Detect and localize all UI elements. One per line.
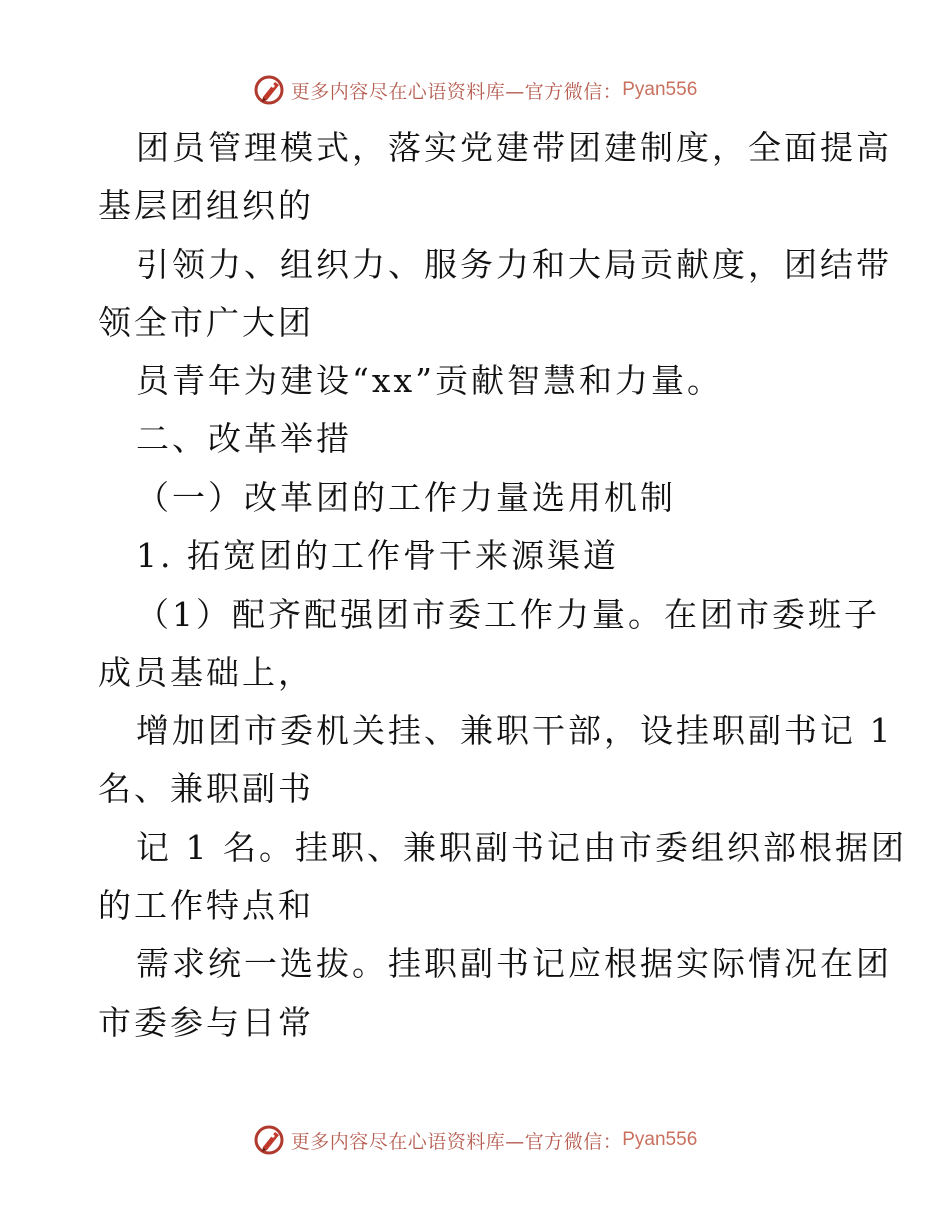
watermark-wechat-id: Pyan556 — [622, 79, 698, 100]
body-line: 团员管理模式，落实党建带团建制度，全面提高 — [136, 128, 892, 167]
item-heading: 1. 拓宽团的工作骨干来源渠道 — [136, 536, 619, 575]
body-line: 名、兼职副书 — [98, 769, 314, 808]
body-line: 引领力、组织力、服务力和大局贡献度，团结带 — [136, 245, 892, 284]
body-line: 的工作特点和 — [98, 886, 314, 925]
section-heading: 二、改革举措 — [136, 419, 352, 458]
footer-watermark — [0, 1120, 950, 1160]
body-line: 领全市广大团 — [98, 303, 314, 342]
body-line: 成员基础上， — [98, 653, 314, 692]
body-line: 基层团组织的 — [98, 186, 314, 225]
subsection-heading: （一）改革团的工作力量选用机制 — [136, 478, 676, 517]
body-line: 市委参与日常 — [98, 1003, 314, 1042]
watermark-text: 更多内容尽在心语资料库—官方微信： — [290, 1130, 623, 1153]
header-watermark — [0, 70, 950, 110]
body-line: 增加团市委机关挂、兼职干部，设挂职副书记 1 — [136, 711, 894, 750]
body-line: 员青年为建设“xx”贡献智慧和力量。 — [136, 361, 723, 400]
pen-nib-logo-icon — [253, 1123, 287, 1157]
watermark-wechat-id: Pyan556 — [622, 1129, 698, 1150]
pen-nib-logo-icon — [253, 73, 287, 107]
watermark-text: 更多内容尽在心语资料库—官方微信： — [290, 80, 623, 103]
body-line: 需求统一选拔。挂职副书记应根据实际情况在团 — [136, 944, 892, 983]
body-line: （1）配齐配强团市委工作力量。在团市委班子 — [136, 595, 880, 634]
body-line: 记 1 名。挂职、兼职副书记由市委组织部根据团 — [136, 828, 907, 867]
